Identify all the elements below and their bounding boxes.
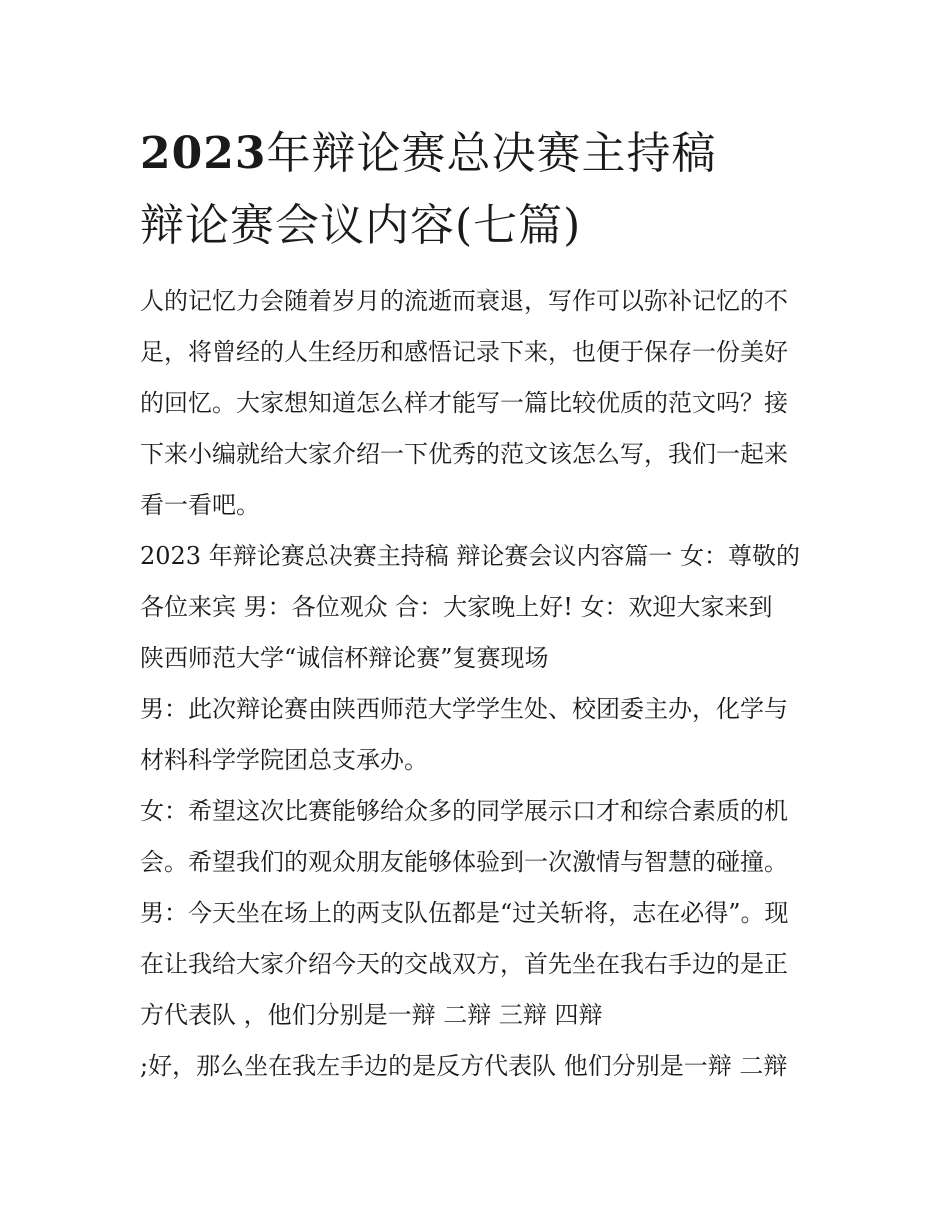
title-line-1	[140, 118, 830, 190]
body-line: 在让我给大家介绍今天的交战双方，首先坐在我右手边的是正	[140, 950, 788, 978]
body-line: 男：今天坐在场上的两支队伍都是“过关斩将，志在必得”。现	[140, 899, 789, 927]
document-title	[140, 118, 830, 262]
body-line: 方代表队 ，他们分别是一辩 二辩 三辩 四辩	[140, 1001, 603, 1029]
body-line: 各位来宾 男：各位观众 合：大家晚上好! 女：欢迎大家来到	[140, 593, 773, 621]
body-line: 人的记忆力会随着岁月的流逝而衰退，写作可以弥补记忆的不	[140, 287, 788, 315]
title-year: 2023	[140, 128, 267, 179]
body-line: 下来小编就给大家介绍一下优秀的范文该怎么写，我们一起来	[140, 440, 788, 468]
body-line: 的回忆。大家想知道怎么样才能写一篇比较优质的范文吗？接	[140, 389, 788, 417]
body-line: ;好，那么坐在我左手边的是反方代表队 他们分别是一辩 二辩	[140, 1052, 788, 1080]
body-line: 会。希望我们的观众朋友能够体验到一次激情与智慧的碰撞。	[140, 848, 788, 876]
body-line: 足，将曾经的人生经历和感悟记录下来，也便于保存一份美好	[140, 338, 788, 366]
body-line: 女：希望这次比赛能够给众多的同学展示口才和综合素质的机	[140, 797, 788, 825]
document-body	[140, 276, 830, 1092]
body-line: 材料科学学院团总支承办。	[140, 746, 428, 774]
body-line: 2023 年辩论赛总决赛主持稿 辩论赛会议内容篇一 女：尊敬的	[140, 542, 800, 570]
title-line-2: 辩论赛会议内容(七篇)	[140, 200, 582, 251]
body-line: 陕西师范大学“诚信杯辩论赛”复赛现场	[140, 644, 549, 672]
title-line-1-text: 年辩论赛总决赛主持稿	[266, 128, 717, 179]
body-line: 男：此次辩论赛由陕西师范大学学生处、校团委主办，化学与	[140, 695, 788, 723]
body-line: 看一看吧。	[140, 491, 260, 519]
